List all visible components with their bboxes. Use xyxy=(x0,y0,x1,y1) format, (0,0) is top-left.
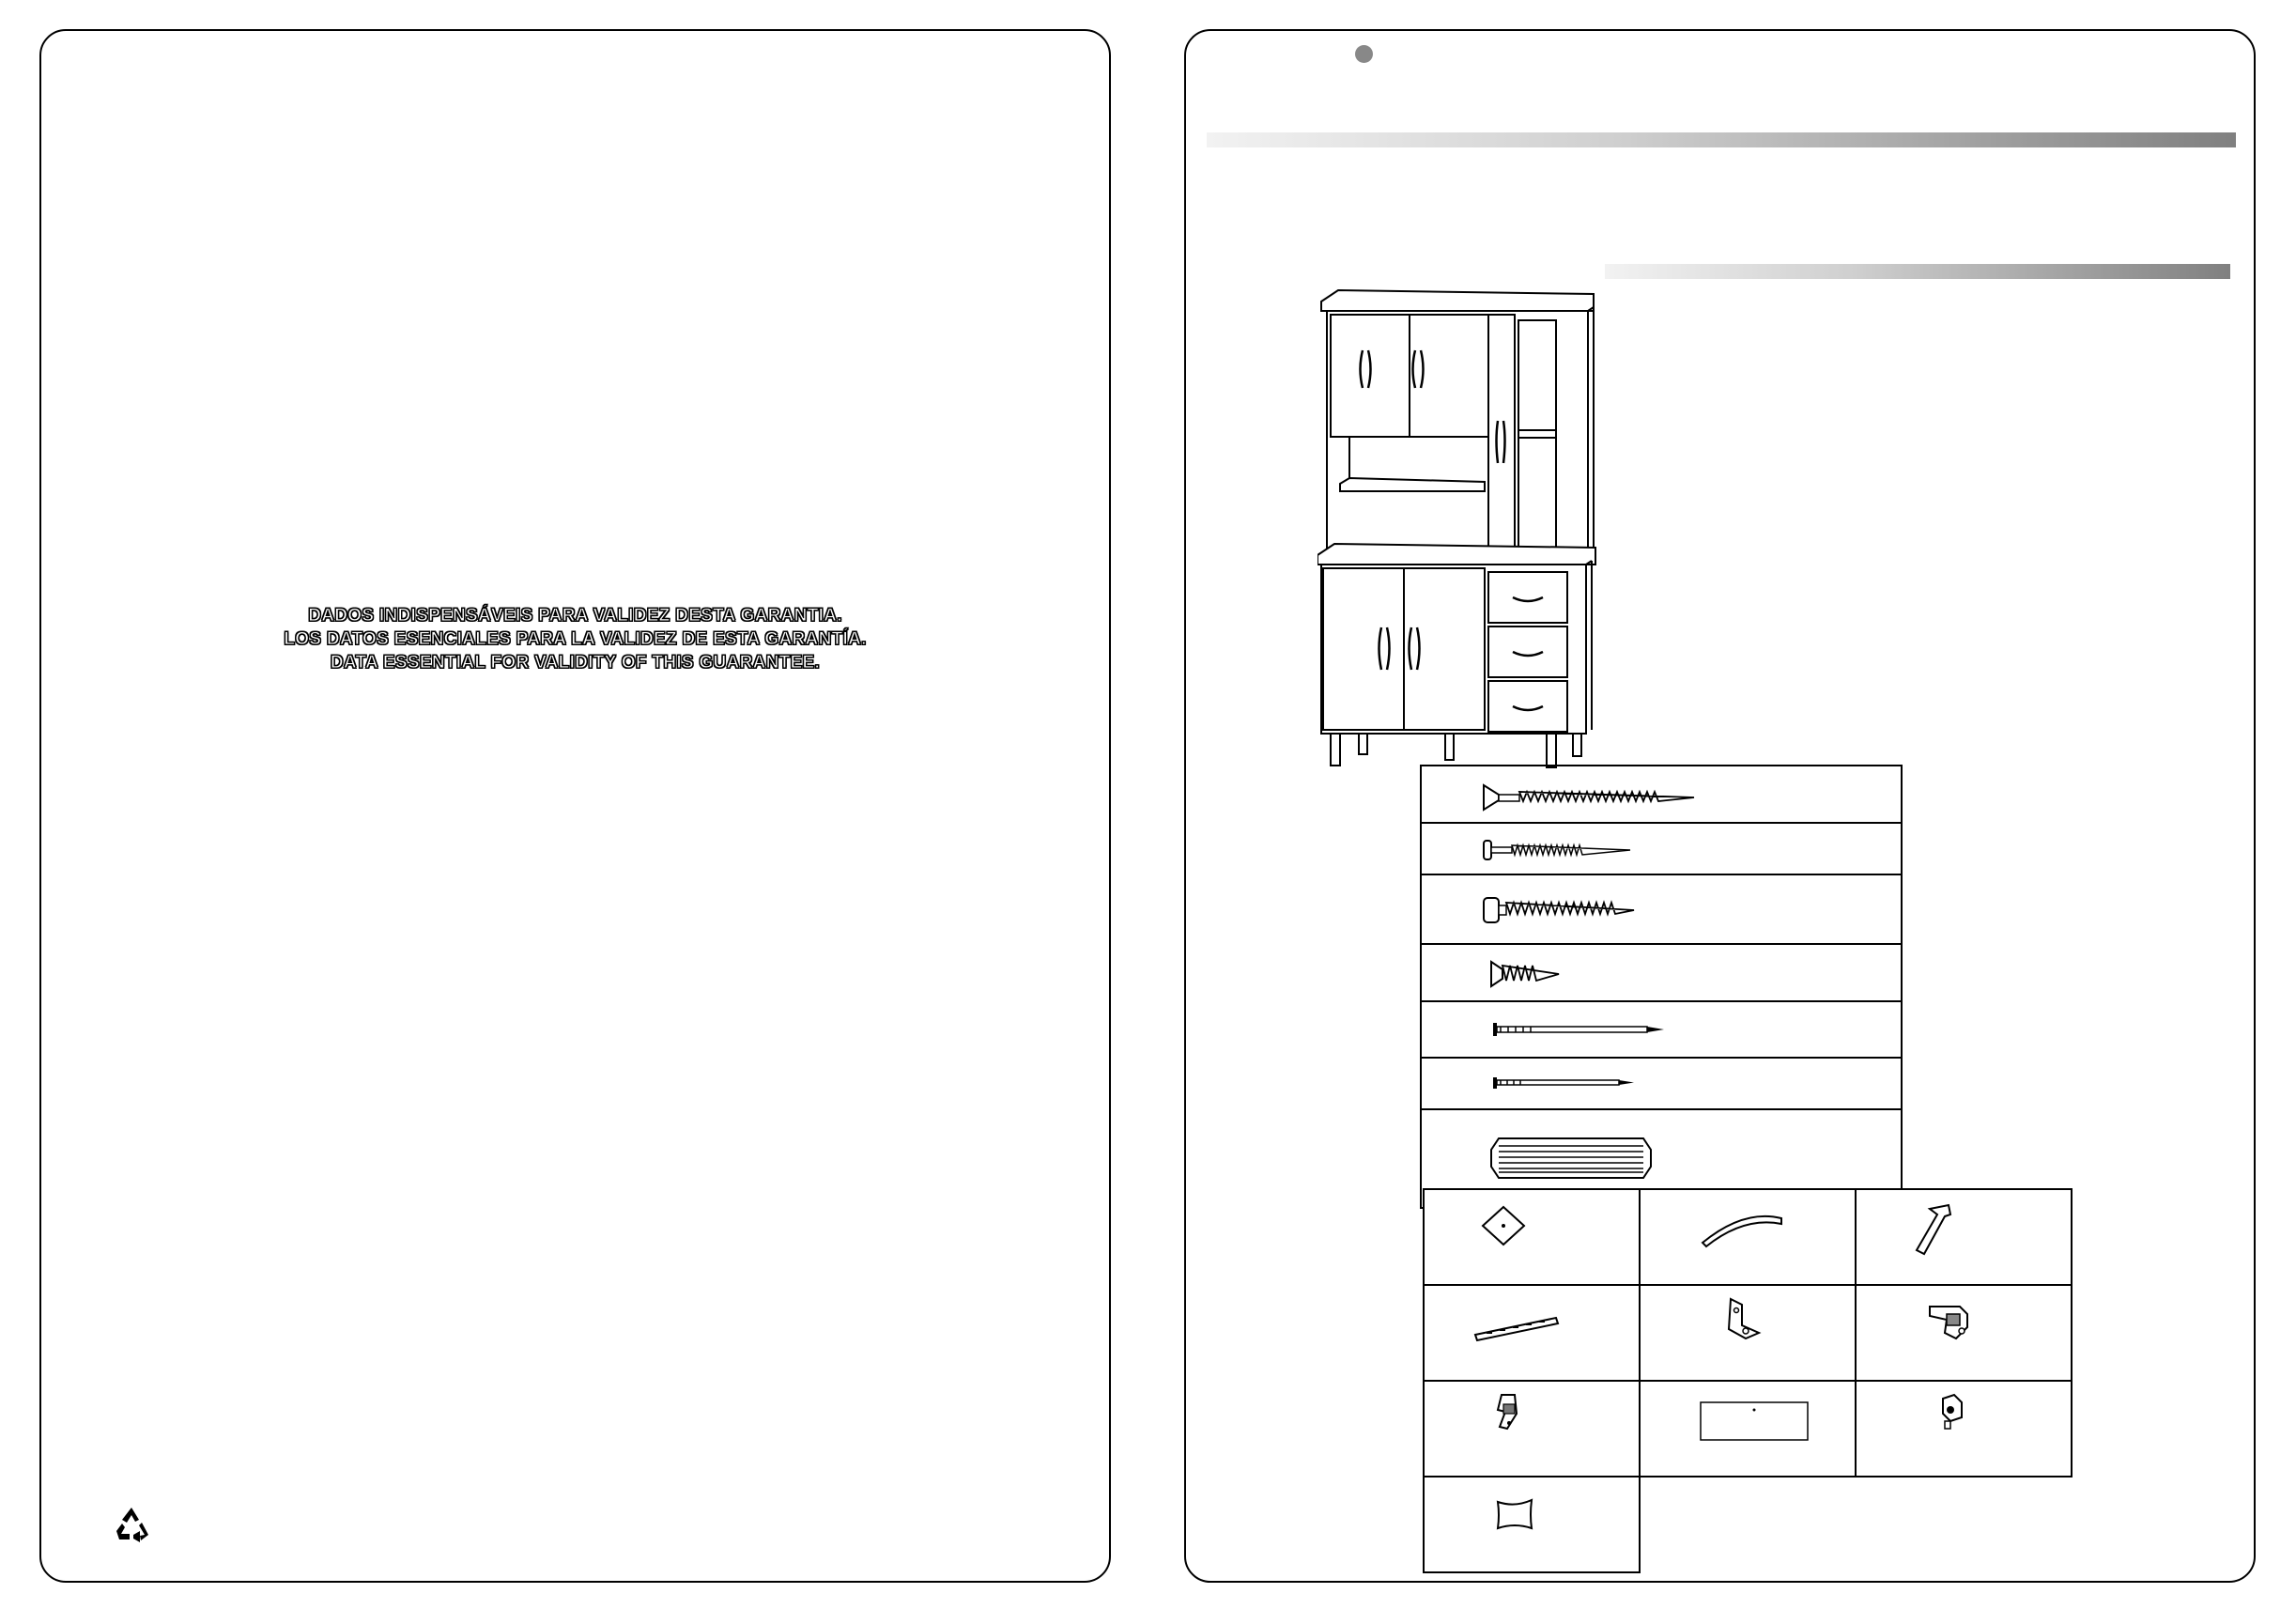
part-cell xyxy=(1639,1284,1857,1382)
shelf-rail-icon xyxy=(1425,1286,1639,1380)
header-gradient-band xyxy=(1207,132,2236,147)
countersunk-long-screw-icon xyxy=(1422,766,1901,824)
hardware-list xyxy=(1420,765,1903,1209)
hex-head-screw-icon xyxy=(1422,875,1901,945)
short-countersunk-screw-icon xyxy=(1422,945,1901,1002)
warranty-line-pt: DADOS INDISPENSÁVEIS PARA VALIDEZ DESTA GARANTIA. xyxy=(308,606,842,626)
hardware-row xyxy=(1422,1059,1901,1110)
warranty-line-en: DATA ESSENTIAL FOR VALIDITY OF THIS GUARANTEE. xyxy=(330,653,821,673)
parts-grid xyxy=(1423,1188,2073,1570)
rectangular-panel-icon xyxy=(1641,1382,1855,1476)
long-nail-icon xyxy=(1422,1002,1901,1059)
warranty-page xyxy=(39,29,1111,1583)
part-cell xyxy=(1855,1284,2073,1382)
part-cell xyxy=(1639,1188,1857,1286)
pan-head-thin-screw-icon xyxy=(1422,824,1901,875)
parts-list-page xyxy=(1184,29,2256,1583)
angle-bracket-icon xyxy=(1641,1286,1855,1380)
warranty-line-es: LOS DATOS ESENCIALES PARA LA VALIDEZ DE ESTA GARANTÍA. xyxy=(284,629,867,649)
part-cell xyxy=(1423,1284,1641,1382)
warranty-notice xyxy=(41,604,1109,674)
hardware-row xyxy=(1422,766,1901,824)
hardware-row xyxy=(1422,945,1901,1002)
part-cell xyxy=(1639,1380,1857,1477)
hardware-row xyxy=(1422,824,1901,875)
part-cell xyxy=(1423,1188,1641,1286)
hardware-row xyxy=(1422,1002,1901,1059)
page-marker-dot xyxy=(1355,45,1373,63)
recycle-icon xyxy=(111,1505,152,1546)
hinge-mount-plate-icon xyxy=(1425,1382,1639,1476)
hardware-row xyxy=(1422,875,1901,945)
short-nail-icon xyxy=(1422,1059,1901,1110)
kitchen-cabinet-icon xyxy=(1318,266,1613,773)
part-cell xyxy=(1855,1188,2073,1286)
part-cell xyxy=(1423,1380,1641,1477)
cam-lock-icon xyxy=(1857,1382,2071,1476)
hinge-icon xyxy=(1857,1286,2071,1380)
bag-icon xyxy=(1425,1477,1639,1571)
part-cell xyxy=(1855,1380,2073,1477)
curved-handle-icon xyxy=(1641,1190,1855,1284)
square-plate-icon xyxy=(1425,1190,1639,1284)
part-cell xyxy=(1423,1476,1641,1573)
cabinet-leg-icon xyxy=(1857,1190,2071,1284)
subheader-gradient-band xyxy=(1605,264,2230,279)
